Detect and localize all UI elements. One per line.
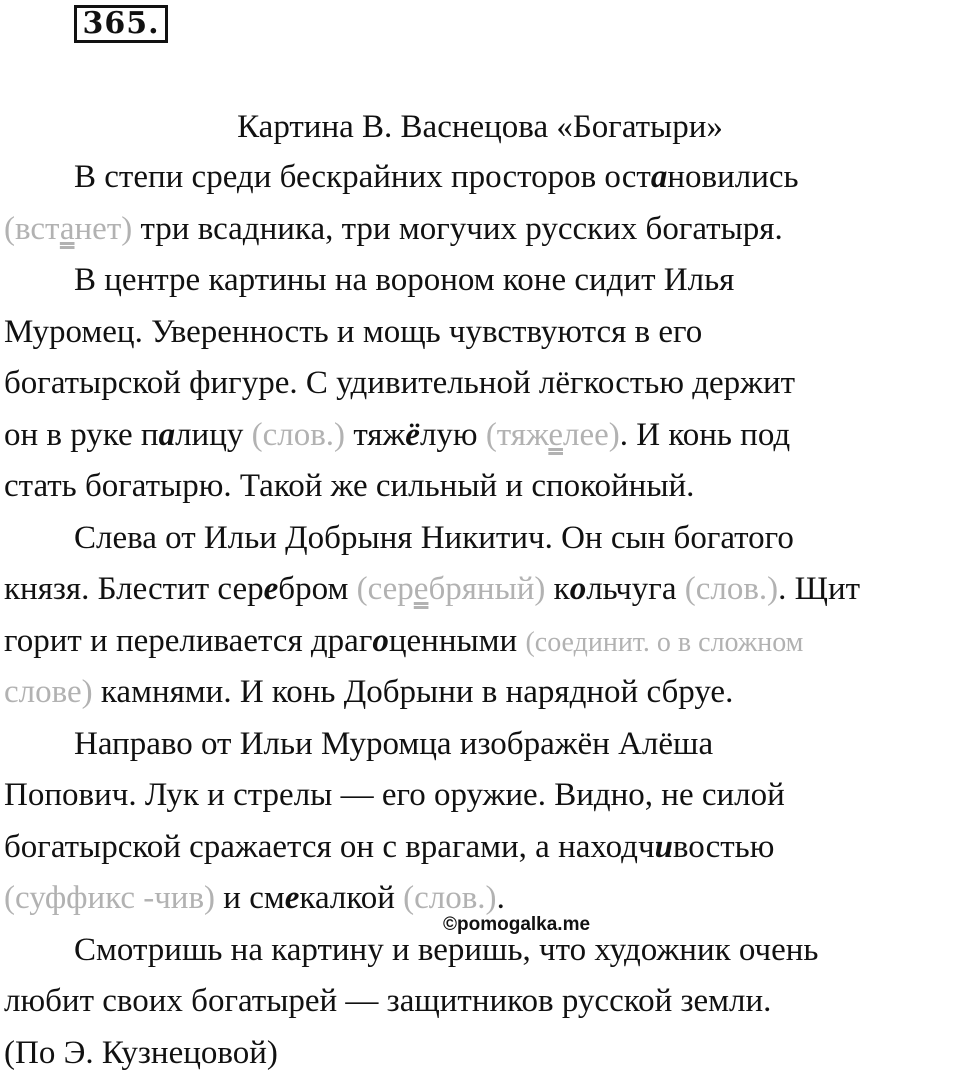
text-line: слове) камнями. И конь Добрыни в нарядной сбруе. <box>4 667 960 719</box>
text-line: Слева от Ильи Добрыня Никитич. Он сын богатого <box>4 513 960 565</box>
text-line: любит своих богатырей — защитников русской земли. <box>4 976 960 1028</box>
spelling-hint: (суффикс -чив) <box>4 880 215 916</box>
text-line: он в руке палицу (слов.) тяжёлую (тяжелее). И конь под <box>4 410 960 462</box>
exercise-number: 365. <box>74 5 168 43</box>
text-line: В центре картины на вороном коне сидит Илья <box>4 255 960 307</box>
text-line: князя. Блестит серебром (серебряный) кольчуга (слов.). Щит <box>4 564 960 616</box>
spelling-hint: (серебряный) <box>357 571 546 607</box>
highlighted-letter: и <box>655 829 673 865</box>
highlighted-letter: е <box>285 880 300 916</box>
text-line: Муромец. Уверенность и мощь чувствуются в его <box>4 307 960 359</box>
highlighted-letter: а <box>651 159 668 195</box>
spelling-hint: (слов.) <box>685 571 778 607</box>
highlighted-letter: е <box>264 571 279 607</box>
text-line: (встанет) три всадника, три могучих русских богатыря. <box>4 204 960 256</box>
spelling-hint: (соединит. о в сложном <box>525 627 803 658</box>
text-line: богатырской сражается он с врагами, а находчивостью <box>4 822 960 874</box>
text-line: Попович. Лук и стрелы — его оружие. Видно, не силой <box>4 770 960 822</box>
text-title: Картина В. Васнецова «Богатыри» <box>0 102 960 152</box>
watermark: ©pomogalka.me <box>443 914 590 936</box>
text-source: (По Э. Кузнецовой) <box>4 1028 960 1079</box>
spelling-hint: (тяжелее) <box>486 417 620 453</box>
text-line: богатырской фигуре. С удивительной лёгкостью держит <box>4 358 960 410</box>
spelling-hint: (слов.) <box>403 880 496 916</box>
spelling-hint: (встанет) <box>4 211 132 247</box>
text-line: горит и переливается драгоценными (соединит. о в сложном <box>4 616 960 668</box>
text-line: Направо от Ильи Муромца изображён Алёша <box>4 719 960 771</box>
text-line: Смотришь на картину и веришь, что художник очень <box>4 925 960 977</box>
text-line: стать богатырю. Такой же сильный и спокойный. <box>4 461 960 513</box>
highlighted-letter: а <box>159 417 176 453</box>
spelling-hint: слове) <box>4 674 93 710</box>
spelling-hint: (слов.) <box>252 417 345 453</box>
exercise-text <box>4 152 960 1079</box>
text-line: (суффикс -чив) и смекалкой (слов.). <box>4 873 960 925</box>
highlighted-letter: о <box>372 623 389 659</box>
highlighted-letter: о <box>570 571 587 607</box>
text-line: В степи среди бескрайних просторов остановились <box>4 152 960 204</box>
highlighted-letter: ё <box>405 417 420 453</box>
